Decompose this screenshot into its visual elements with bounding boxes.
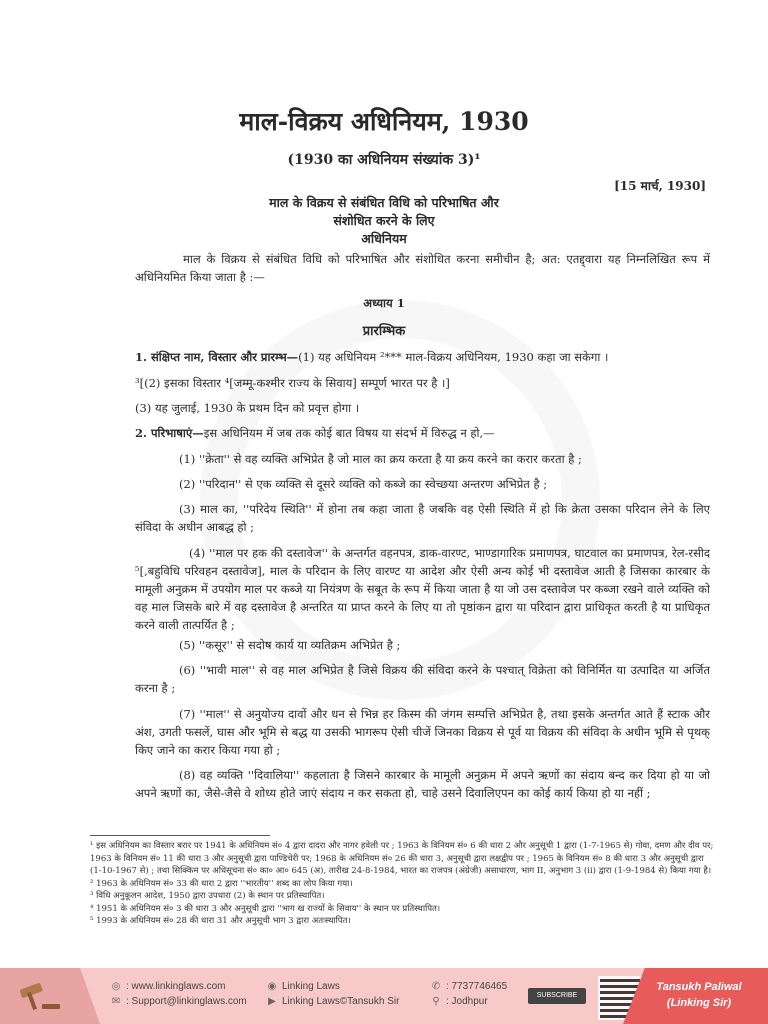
section-2-text: इस अधिनियम में जब तक कोई बात विषय या संदर्भ में विरुद्ध न हो,— [203,426,495,440]
act-date: [15 मार्च, 1930] [614,179,706,193]
long-title-line: अधिनियम [361,231,407,246]
footer-banner [0,968,768,1024]
footnote: ¹ इस अधिनियम का विस्तार बरार पर 1941 के अधिनियम सं० 4 द्वारा दादरा और नागर हवेली पर ; 1963 के विनियम सं० 6 की धारा 2 और अनुसूची 1 द्वारा (1-7-1965 से) गोवा, दमण और दीव पर; 1963 के विनियम सं० 11 की धारा 3 और अनुसूची द्वारा पाण्डिचेरी पर; 1968 के अधिनियम सं० 26 की धारा 3, अनुसूची द्वारा लक्षद्वीप पर ; 1965 के विनियम सं० 8 की धारा 3 और अनुसूची द्वारा (1-10-1967 से) ; तथा सिक्किम पर अधिसूचना सं० का० आ० 645 (अ), तारीख 24-8-1984, भारत का राजपत्र (अंग्रेजी) असाधारण, भाग II, अनुभाग 3 (ii) द्वारा (1-9-1984 से) किया गया है। [90,841,714,876]
definition-clause: (8) वह व्यक्ति ''दिवालिया'' कहलाता है जिसने कारबार के मामूली अनुक्रम में अपने ऋणों का संदाय बन्द कर दिया हो या जो अपने ऋणों का, जैसे-जैसे वे शोध्य होते जाएं संदाय न कर सकता हो, चाहे उसने दिवालिएपन का कोई कार्य किया हो या नहीं ; [135,768,710,800]
phone-icon: ✆ [431,981,441,992]
section-2 [135,424,710,442]
globe-icon: ◎ [111,981,121,992]
preamble: माल के विक्रय से संबंधित विधि को परिभाषित और संशोधित करना समीचीन है; अत: एतद्द्वारा यह निम्नलिखित रूप में अधिनियमित किया जाता है :— [135,252,710,284]
footer-contact-web [110,979,247,1009]
author-name: Tansukh Paliwal [656,981,742,993]
section-1-subsection-3: (3) यह जुलाई, 1930 के प्रथम दिन को प्रवृत्त होगा । [135,401,360,415]
footnote: ² 1963 के अधिनियम सं० 33 की धारा 2 द्वारा ''भारतीय'' शब्द का लोप किया गया। [90,878,353,889]
footnote: ⁴ 1951 के अधिनियम सं० 3 की धारा 3 और अनुसूची द्वारा ''भाग ख राज्यों के सिवाय'' के स्थान पर प्रतिस्थापित। [90,903,441,914]
definition-clause: (5) ''कसूर'' से सदोष कार्य या व्यतिक्रम अभिप्रेत है ; [179,638,401,652]
long-title-line: माल के विक्रय से संबंधित विधि को परिभाषित और [269,195,499,210]
definition-clause: (1) ''क्रेता'' से वह व्यक्ति अभिप्रेत है जो माल का क्रय करता है या क्रय करने का करार करता है ; [179,452,582,466]
location-icon: ⚲ [432,996,440,1007]
section-1-heading: 1. संक्षिप्त नाम, विस्तार और प्रारम्भ— [135,350,299,364]
definition-clause: (3) माल का, ''परिदेय स्थिति'' में होना तब कहा जाता है जबकि वह ऐसी स्थिति में हो कि क्रेता उसका परिदान लेने के लिए संविदा के अधीन आबद्ध हो ; [135,502,710,534]
channel-link[interactable]: Linking Laws [282,981,340,992]
act-title: माल-विक्रय अधिनियम, 1930 [239,107,529,136]
definition-clause: (6) ''भावी माल'' से वह माल अभिप्रेत है जिसे विक्रय की संविदा करने के पश्चात् विक्रेता को विनिर्मित या उत्पादित या अर्जित करना है ; [135,663,710,695]
phone-number: : 7737746465 [446,981,508,992]
definition-clause: (7) ''माल'' से अनुयोज्य दावों और धन से भिन्न हर किस्म की जंगम सम्पत्ति अभिप्रेत है, तथा इसके अन्तर्गत आते हैं स्टाक और अंश, उगती फसलें, घास और भूमि से बद्ध या उसकी भागरूप ऐसी चीजें जिनका विक्रय से पूर्व या विक्रय की संविदा के अधीन भूमि से पृथक् किए जाने का करार किया गया हो ; [135,707,710,757]
website-link[interactable]: : www.linkinglaws.com [126,981,226,992]
section-1-subsection-2: ³[(2) इसका विस्तार ⁴[जम्मू-कश्मीर राज्य के सिवाय] सम्पूर्ण भारत पर है ।] [135,376,450,390]
chapter-title: प्रारम्भिक [362,324,406,339]
subscribe-button[interactable]: SUBSCRIBE [528,988,586,1004]
email-link[interactable]: : Support@linkinglaws.com [126,996,247,1007]
long-title-line: संशोधित करने के लिए [333,213,435,228]
definition-clause: (2) ''परिदान'' से एक व्यक्ति से दूसरे व्यक्ति को कब्जे का स्वेच्छया अन्तरण अभिप्रेत है ; [179,477,548,491]
footer-contact-channels [266,979,399,1009]
mail-icon: ✉ [111,996,121,1007]
section-1-text: (1) यह अधिनियम ²*** माल-विक्रय अधिनियम, 1930 कहा जा सकेगा । [298,350,609,364]
act-number: (1930 का अधिनियम संख्यांक 3)¹ [287,152,481,168]
long-title [0,194,768,248]
footer-contact-phone [430,979,507,1009]
author-alias: (Linking Sir) [666,997,732,1009]
channel-link-2[interactable]: Linking Laws©Tansukh Sir [282,996,400,1007]
footnote: ³ विधि अनुकूलन आदेश, 1950 द्वारा उपधारा (2) के स्थान पर प्रतिस्थापित। [90,891,325,901]
footnotes [90,840,715,928]
city: : Jodhpur [446,996,488,1007]
telegram-icon: ◉ [267,981,277,992]
gavel-icon [14,982,64,1012]
chapter-number: अध्याय 1 [363,296,405,310]
section-1 [135,348,710,366]
footnote: ⁵ 1993 के अधिनियम सं० 28 की धारा 31 और अनुसूची भाग 3 द्वारा अतःस्थापित। [90,916,351,926]
section-2-heading: 2. परिभाषाएं— [135,426,204,440]
youtube-icon: ▶ [268,996,276,1007]
footnote-divider [90,835,270,836]
definition-clause: (4) ''माल पर हक की दस्तावेज'' के अन्तर्गत वहनपत्र, डाक-वारण्ट, भाण्डागारिक प्रमाणपत्र, घाटवाल का प्रमाणपत्र, रेल-रसीद ⁵[,बहुविधि परिवहन दस्तावेज], माल के परिदान के लिए वारण्ट या आदेश और ऐसी अन्य कोई भी दस्तावेज आती है जिसका कारबार के मामूली अनुक्रम में उपयोग माल पर कब्जे या नियंत्रण के सबूत के रूप में किया जाता है या जो उस दस्तावेज पर कब्जा रखने वाले व्यक्ति को वह माल जिसके बारे में वह दस्तावेज है अन्तरित या प्राप्त करने के लिए या तो पृष्ठांकन द्वारा या परिदान द्वारा प्राधिकृत करती है या प्राधिकृत करने वाली तात्पर्यित है ; [135,546,710,632]
author-credit [644,979,754,1011]
